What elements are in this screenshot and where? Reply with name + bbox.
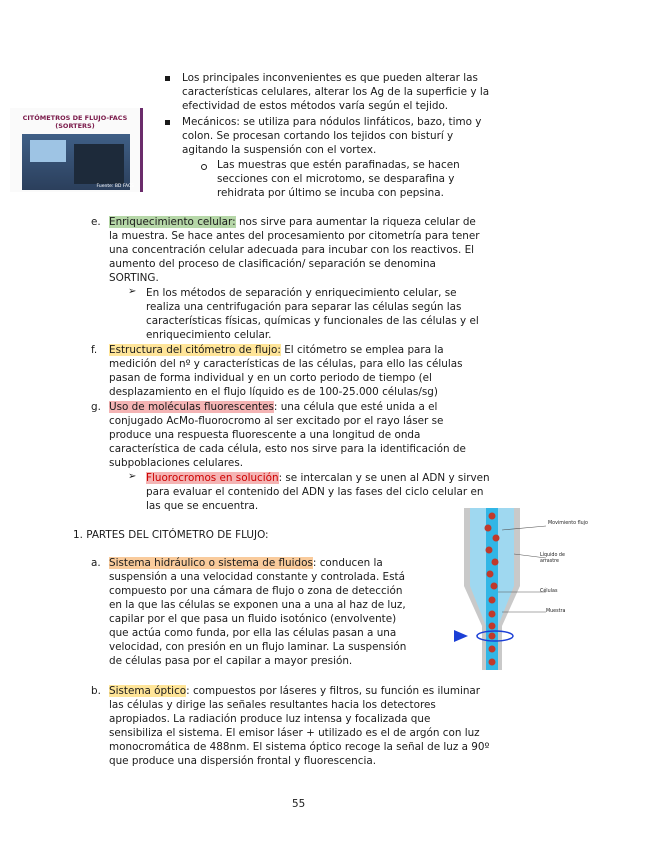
item-b-marker: b. — [91, 685, 101, 697]
item-g-sub1 — [146, 471, 490, 485]
item-a-line1 — [109, 556, 383, 570]
item-g-line4: característica de cada célula, esto nos sirve para la identificación de — [109, 443, 466, 455]
cell — [489, 659, 496, 666]
item-b-text1: : compuestos por láseres y filtros, su función es iluminar — [186, 685, 481, 697]
item-b-term: Sistema óptico — [109, 685, 187, 697]
cell — [489, 646, 496, 653]
square-bullet-icon — [165, 76, 170, 81]
item-b-line4: sensibiliza el sistema. El emisor láser + utilizado es el de argón con luz — [109, 727, 480, 739]
item-a-line7: velocidad, con presión en un flujo laminar. La suspensión — [109, 641, 407, 653]
cell — [492, 559, 499, 566]
cell — [491, 583, 498, 590]
diagram-label-flow: Movimiento flujo — [548, 521, 588, 526]
item-b-line6: que produce una dispersión frontal y fluorescencia. — [109, 755, 377, 767]
item-g-sub-text1: : se intercalan y se unen al ADN y sirven — [278, 472, 490, 484]
item-e-sub1: En los métodos de separación y enriquecimiento celular, se — [146, 287, 457, 299]
cell — [487, 571, 494, 578]
item-a-term: Sistema hidráulico o sistema de fluidos — [109, 557, 313, 569]
book-cover-caption: Fuente: BD FACS — [96, 184, 134, 189]
cytometer-screen — [30, 140, 66, 162]
top-item1-line3: efectividad de estos métodos varía según el tejido. — [182, 100, 448, 112]
item-f-line3: pasan de forma individual y en un corto periodo de tiempo (el — [109, 372, 432, 384]
cell — [489, 623, 496, 630]
item-g-line5: subpoblaciones celulares. — [109, 457, 244, 469]
square-bullet-icon — [165, 120, 170, 125]
item-f-text1: El citómetro se emplea para la — [280, 344, 444, 356]
flow-cell-diagram — [450, 508, 600, 670]
arrow-bullet-icon: ➢ — [128, 471, 137, 482]
item-a-line4: en la que las células se exponen una a una al haz de luz, — [109, 599, 406, 611]
diagram-label-cells: Células — [540, 589, 558, 594]
item-b-line3: apropiados. La radiación produce luz intensa y focalizada que — [109, 713, 431, 725]
laser-beam-arrow-icon — [454, 630, 468, 642]
item-g-sub3: las que se encuentra. — [146, 500, 259, 512]
diagram-label-sample: Muestra — [546, 609, 566, 614]
item-g-line1 — [109, 400, 437, 414]
top-item1-line2: características celulares, alterar los Ag de la superficie y la — [182, 86, 490, 98]
top-item2-line3: agitando la suspensión con el vortex. — [182, 144, 377, 156]
item-b-line5: monocromática de 488nm. El sistema óptico recoge la señal de luz a 90º — [109, 741, 490, 753]
item-a-line2: suspensión a una velocidad constante y controlada. Está — [109, 571, 405, 583]
top-item1-line1: Los principales inconvenientes es que pueden alterar las — [182, 72, 478, 84]
item-g-line2: conjugado AcMo-fluorocromo al ser excitado por el rayo láser se — [109, 415, 444, 427]
page-number: 55 — [292, 798, 306, 810]
item-e-sub4: enriquecimiento celular. — [146, 329, 272, 341]
cell — [489, 611, 496, 618]
item-g-text1: : una célula que esté unida a el — [273, 401, 438, 413]
item-f-term: Estructura del citómetro de flujo: — [109, 344, 281, 356]
top-item2-line1: Mecánicos: se utiliza para nódulos linfáticos, bazo, timo y — [182, 116, 482, 128]
item-g-line3: produce una respuesta fluorescente a una longitud de onda — [109, 429, 421, 441]
item-a-line5: capilar por el que pasa un fluido isotónico (envolvente) — [109, 613, 397, 625]
item-g-sub-term: Fluorocromos en solución — [146, 472, 279, 484]
circle-bullet-icon — [201, 164, 207, 170]
item-f-line2: medición del nº y características de las células, para ello las células — [109, 358, 463, 370]
item-e-sub3: características físicas, químicas y funcionales de las células y el — [146, 315, 479, 327]
item-a-line3: compuesto por una cámara de flujo o zona de detección — [109, 585, 403, 597]
item-f-marker: f. — [91, 344, 98, 356]
item-e-line3: una concentración celular adecuada para incubar con los reactivos. El — [109, 244, 475, 256]
cell — [489, 513, 496, 520]
item-a-line6: que actúa como funda, por ella las células pasan a una — [109, 627, 397, 639]
book-cover-image — [10, 108, 143, 192]
item-e-sub2: realiza una centrifugación para separar las células según las — [146, 301, 462, 313]
top-sub-line2: secciones con el microtomo, se desparafina y — [217, 173, 455, 185]
item-e-line5: SORTING. — [109, 272, 159, 284]
cell — [489, 633, 496, 640]
item-f-line1 — [109, 343, 444, 357]
top-item2-line2: colon. Se procesan cortando los tejidos con bisturí y — [182, 130, 454, 142]
item-e-line4: aumento del proceso de clasificación/ separación se denomina — [109, 258, 436, 270]
cell — [493, 535, 500, 542]
item-e-term: Enriquecimiento celular: — [109, 216, 236, 228]
item-g-marker: g. — [91, 401, 101, 413]
item-e-text1: nos sirve para aumentar la riqueza celular de — [235, 216, 476, 228]
item-b-line2: las células y dirige las señales resultantes hacia los detectores — [109, 699, 436, 711]
item-g-term: Uso de moléculas fluorescentes — [109, 401, 274, 413]
diagram-label-sheath: Líquido de arrastre — [540, 553, 565, 564]
item-f-line4: desplazamiento en el flujo líquido es de 100-25.000 células/sg) — [109, 386, 438, 398]
item-e-line1 — [109, 215, 476, 229]
item-a-marker: a. — [91, 557, 101, 569]
item-a-text1: : conducen la — [312, 557, 383, 569]
item-g-sub2: para evaluar el contenido del ADN y las fases del ciclo celular en — [146, 486, 484, 498]
item-e-marker: e. — [91, 216, 101, 228]
top-sub-line3: rehidrata por último se incuba con pepsina. — [217, 187, 444, 199]
item-a-line8: de células pasa por el capilar a mayor presión. — [109, 655, 353, 667]
top-sub-line1: Las muestras que estén parafinadas, se hacen — [217, 159, 460, 171]
section-heading: 1. PARTES DEL CITÓMETRO DE FLUJO: — [73, 529, 269, 541]
cell — [485, 525, 492, 532]
item-e-line2: la muestra. Se hace antes del procesamiento por citometría para tener — [109, 230, 480, 242]
book-cover-title: CITÓMETROS DE FLUJO-FACS (SORTERS) — [22, 114, 128, 130]
item-b-line1 — [109, 684, 480, 698]
cell — [486, 547, 493, 554]
cytometer-panel — [74, 144, 124, 184]
arrow-bullet-icon: ➢ — [128, 286, 137, 297]
cell — [489, 597, 496, 604]
